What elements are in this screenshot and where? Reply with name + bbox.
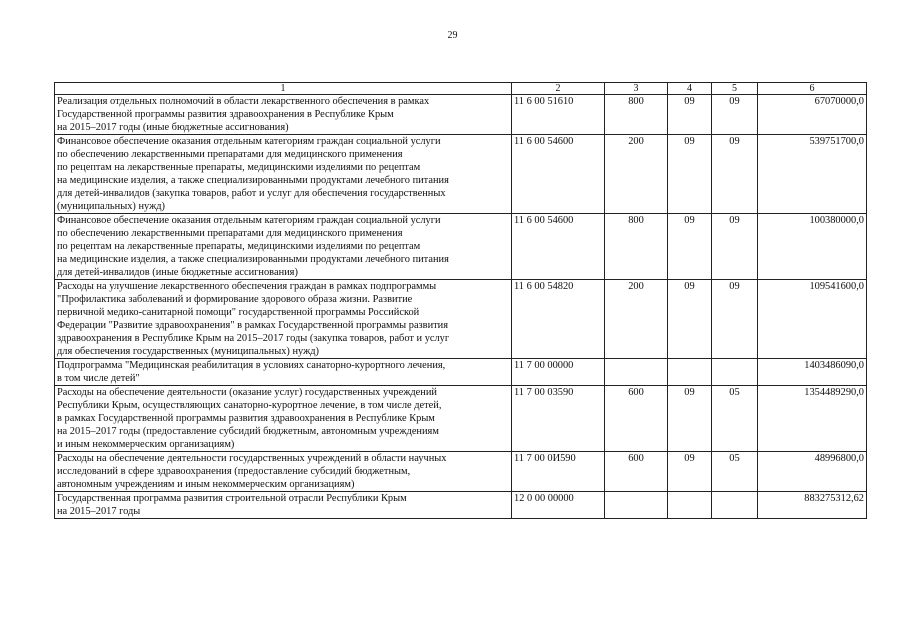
expense-type-cell: 800 [605, 214, 668, 280]
subsection-cell [712, 492, 758, 519]
page-number: 29 [447, 30, 458, 41]
amount-cell: 48996800,0 [758, 452, 867, 492]
expense-type-cell: 600 [605, 386, 668, 452]
target-code-cell: 11 6 00 54600 [512, 135, 605, 214]
expense-type-cell: 200 [605, 135, 668, 214]
column-header-5: 5 [712, 83, 758, 95]
amount-cell: 1403486090,0 [758, 359, 867, 386]
table-row [55, 386, 867, 452]
subsection-cell: 05 [712, 386, 758, 452]
section-cell: 09 [668, 280, 712, 359]
header-row [55, 83, 867, 95]
section-cell: 09 [668, 386, 712, 452]
expense-name-cell: Государственная программа развития строительной отрасли Республики Крым на 2015–2017 годы [55, 492, 512, 519]
section-cell: 09 [668, 95, 712, 135]
subsection-cell: 05 [712, 452, 758, 492]
expense-name-cell: Подпрограмма "Медицинская реабилитация в условиях санаторно-курортного лечения, в том числе детей" [55, 359, 512, 386]
target-code-cell: 11 7 00 00000 [512, 359, 605, 386]
column-header-1: 1 [55, 83, 512, 95]
table-row [55, 135, 867, 214]
expense-name-cell: Расходы на обеспечение деятельности государственных учреждений в области научных исследований в сфере здравоохранения (предоставление субсидий бюджетным, автономным учреждениям и иным некоммерческим организациям) [55, 452, 512, 492]
target-code-cell: 11 6 00 54820 [512, 280, 605, 359]
expense-type-cell: 200 [605, 280, 668, 359]
section-cell [668, 492, 712, 519]
target-code-cell: 11 6 00 51610 [512, 95, 605, 135]
expense-name-cell: Расходы на улучшение лекарственного обеспечения граждан в рамках подпрограммы "Профилактика заболеваний и формирование здорового образа жизни. Развитие первичной медико-санитарной помощи" государственной программы Российской Федерации "Развитие здравоохранения" в рамках Государственной программы развития здравоохранения в Республике Крым на 2015–2017 годы (закупка товаров, работ и услуг для обеспечения государственных (муниципальных) нужд) [55, 280, 512, 359]
budget-table [54, 82, 867, 519]
table-row [55, 452, 867, 492]
column-header-4: 4 [668, 83, 712, 95]
expense-name-cell: Реализация отдельных полномочий в области лекарственного обеспечения в рамках Государственной программы развития здравоохранения в Республике Крым на 2015–2017 годы (иные бюджетные ассигнования) [55, 95, 512, 135]
amount-cell: 100380000,0 [758, 214, 867, 280]
expense-type-cell: 600 [605, 452, 668, 492]
expense-type-cell [605, 359, 668, 386]
expense-name-cell: Финансовое обеспечение оказания отдельным категориям граждан социальной услуги по обеспечению лекарственными препаратами для медицинского применения по рецептам на лекарственные препараты, медицинскими изделиями по рецептам на медицинские изделия, а также специализированными продуктами лечебного питания для детей-инвалидов (иные бюджетные ассигнования) [55, 214, 512, 280]
column-header-2: 2 [512, 83, 605, 95]
target-code-cell: 11 6 00 54600 [512, 214, 605, 280]
expense-name-cell: Расходы на обеспечение деятельности (оказание услуг) государственных учреждений Республики Крым, осуществляющих санаторно-курортное лечение, в том числе детей, в рамках Государственной программы развития здравоохранения в Республике Крым на 2015–2017 годы (предоставление субсидий бюджетным, автономным учреждениям и иным некоммерческим организациям) [55, 386, 512, 452]
amount-cell: 1354489290,0 [758, 386, 867, 452]
column-header-3: 3 [605, 83, 668, 95]
table-row [55, 492, 867, 519]
section-cell: 09 [668, 135, 712, 214]
amount-cell: 67070000,0 [758, 95, 867, 135]
table-row [55, 95, 867, 135]
section-cell: 09 [668, 214, 712, 280]
table-row [55, 214, 867, 280]
section-cell [668, 359, 712, 386]
amount-cell: 883275312,62 [758, 492, 867, 519]
target-code-cell: 12 0 00 00000 [512, 492, 605, 519]
amount-cell: 109541600,0 [758, 280, 867, 359]
expense-type-cell [605, 492, 668, 519]
column-header-6: 6 [758, 83, 867, 95]
table-row [55, 359, 867, 386]
target-code-cell: 11 7 00 0И590 [512, 452, 605, 492]
section-cell: 09 [668, 452, 712, 492]
amount-cell: 539751700,0 [758, 135, 867, 214]
table-row [55, 280, 867, 359]
subsection-cell: 09 [712, 280, 758, 359]
expense-type-cell: 800 [605, 95, 668, 135]
expense-name-cell: Финансовое обеспечение оказания отдельным категориям граждан социальной услуги по обеспечению лекарственными препаратами для медицинского применения по рецептам на лекарственные препараты, медицинскими изделиями по рецептам на медицинские изделия, а также специализированными продуктами лечебного питания для детей-инвалидов (закупка товаров, работ и услуг для обеспечения государственных (муниципальных) нужд) [55, 135, 512, 214]
subsection-cell: 09 [712, 214, 758, 280]
subsection-cell [712, 359, 758, 386]
target-code-cell: 11 7 00 03590 [512, 386, 605, 452]
subsection-cell: 09 [712, 135, 758, 214]
subsection-cell: 09 [712, 95, 758, 135]
